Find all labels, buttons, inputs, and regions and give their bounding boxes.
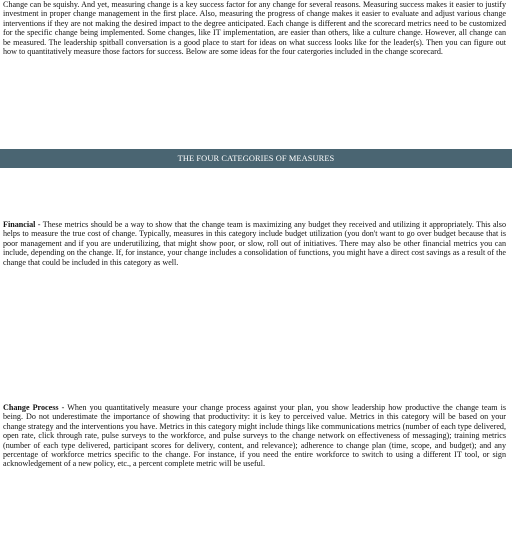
financial-heading: Financial [3, 220, 36, 229]
section-banner: THE FOUR CATEGORIES OF MEASURES [0, 149, 512, 168]
financial-paragraph [3, 220, 506, 267]
intro-paragraph: Change can be squishy. And yet, measuring change is a key success factor for any change for several reasons. Measuring success makes it easier to justify investment in proper change management in the first place. Also, measuring the progress of change makes it easier to evaluate and adjust various change interventions if they are not making the desired impact to the degree anticipated. Each change is different and the scorecard metrics need to be customized for the specific change being implemented. Some changes, like IT implementation, are easier than others, like a culture change. However, all change can be measured. The leadership spitball conversation is a good place to start for ideas on what success looks like for the leader(s). Then you can figure out how to quantitatively measure those factors for success. Below are some ideas for the four catergories included in the change scorecard. [3, 0, 506, 57]
change-process-paragraph [3, 403, 506, 469]
change-process-heading: Change Process [3, 403, 59, 412]
financial-body: - These metrics should be a way to show that the change team is maximizing any budget they received and utilizing it appropriately. This also helps to measure the true cost of change. Typically, measures in this category include budget utilization (you don't want to go over budget because that is poor management and if you are underutilizing, that might show poor, or slow, roll out of initiatives. There may also be other financial metrics you can include, depending on the change. If, for instance, your change includes a consolidation of functions, you might have a direct cost savings as a result of the change that could be included in this category as well. [3, 220, 506, 267]
change-process-body: - When you quantitatively measure your change process against your plan, you show leadership how productive the change team is being. Do not underestimate the importance of showing that productivity: it is key to perceived value. Metrics in this category will be based on your change strategy and the interventions you have. Metrics in this category might include things like communications metrics (number of each type delivered, open rate, click through rate, pulse surveys to the workforce, and pulse surveys to the change network on effectiveness of messaging); training metrics (number of each type delivered, participant scores for delivery, content, and relevance); adherence to change plan (time, scope, and budget); and any percentage of workforce metrics specific to the change. For instance, if you need the entire workforce to switch to using a different IT tool, or sign acknowledgement of a new policy, etc., a percent complete metric will be useful. [3, 403, 506, 469]
